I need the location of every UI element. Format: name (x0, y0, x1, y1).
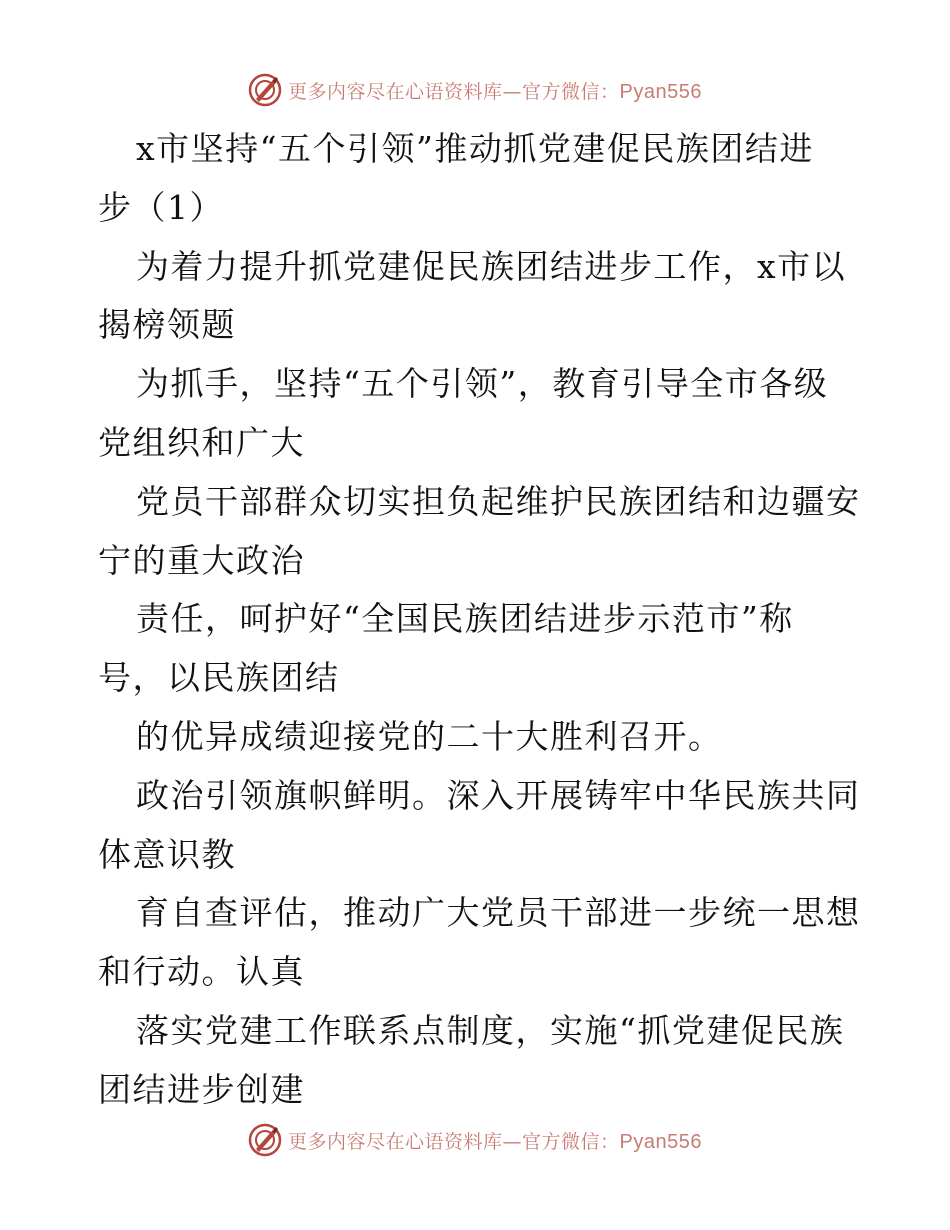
banner-dash: — (502, 80, 523, 103)
paragraph-line: 责任，呵护好“全国民族团结进步示范市”称 (136, 599, 794, 639)
paragraph-line: 落实党建工作联系点制度，实施“抓党建促民族 (136, 1010, 845, 1050)
paragraph-line: 和行动。认真 (98, 952, 305, 992)
logo-icon (248, 1123, 282, 1157)
banner-label: 官方微信： (522, 1130, 620, 1153)
paragraph-line: 为抓手，坚持“五个引领”，教育引导全市各级 (136, 364, 829, 404)
banner-text (288, 77, 702, 104)
banner-text (288, 1127, 702, 1154)
banner-site: 更多内容尽在心语资料库 (288, 80, 503, 103)
document-title-line-2: 步（1） (98, 187, 224, 227)
paragraph-line: 党员干部群众切实担负起维护民族团结和边疆安 (136, 481, 861, 521)
document-title-line-1: x市坚持“五个引领”推动抓党建促民族团结进 (136, 129, 814, 168)
paragraph-line: 党组织和广大 (98, 422, 305, 462)
footer-banner (0, 1120, 950, 1160)
header-banner (0, 70, 950, 110)
paragraph-line: 体意识教 (98, 834, 236, 874)
document-body (98, 120, 861, 1120)
paragraph-line: 团结进步创建 (98, 1069, 305, 1109)
banner-handle: Pyan556 (619, 1130, 702, 1153)
paragraph-line: 号，以民族团结 (98, 658, 340, 698)
banner-dash: — (502, 1130, 523, 1153)
paragraph-line: 的优异成绩迎接党的二十大胜利召开。 (136, 716, 723, 756)
banner-label: 官方微信： (522, 80, 620, 103)
logo-icon (248, 73, 282, 107)
banner-handle: Pyan556 (619, 80, 702, 103)
paragraph-line: 政治引领旗帜鲜明。深入开展铸牢中华民族共同 (136, 775, 861, 815)
paragraph-line: 宁的重大政治 (98, 540, 305, 580)
paragraph-line: 育自查评估，推动广大党员干部进一步统一思想 (136, 893, 861, 933)
paragraph-line: 揭榜领题 (98, 305, 236, 345)
banner-site: 更多内容尽在心语资料库 (288, 1130, 503, 1153)
paragraph-line: 为着力提升抓党建促民族团结进步工作，x市以 (136, 246, 847, 286)
